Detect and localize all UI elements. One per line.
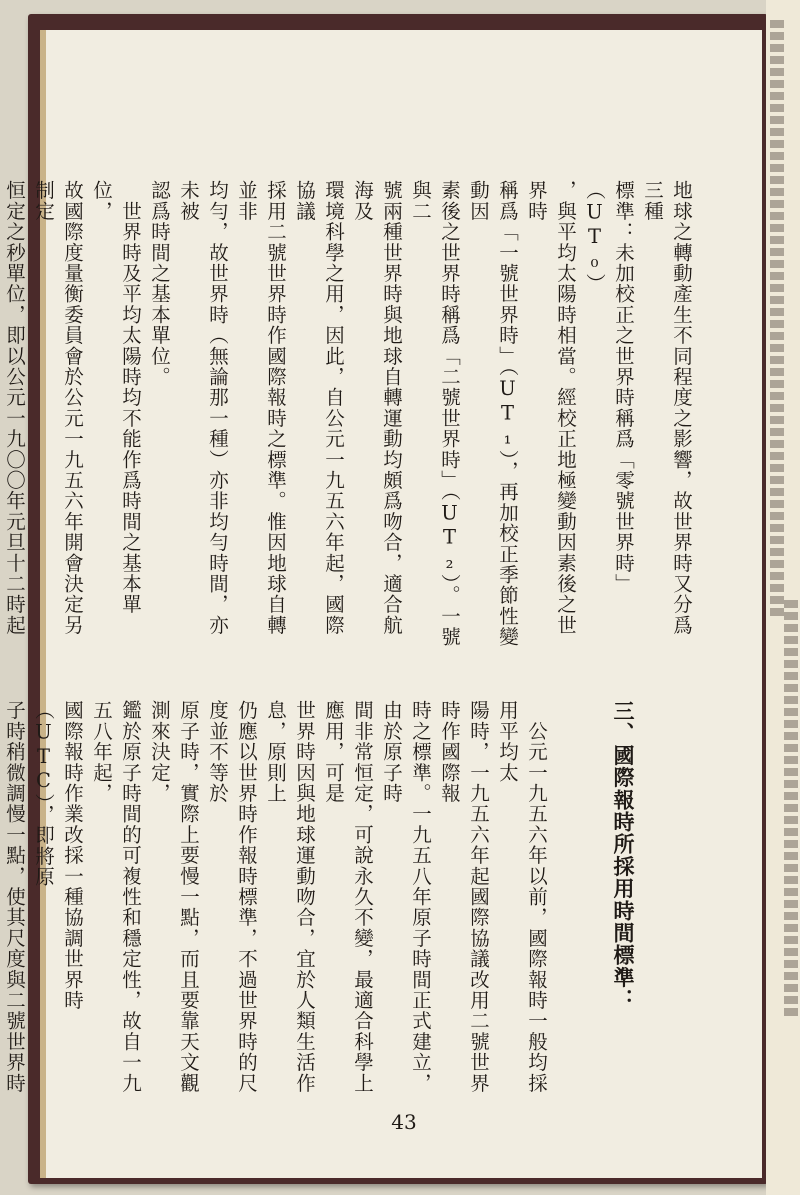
section-3-line: 世界時因與地球運動吻合，宜於人類生活作息，原則上 <box>264 700 316 1094</box>
section-3-line: 仍應以世界時作報時標準，不過世界時的尺度並不等於 <box>206 700 258 1094</box>
text-line: 地球之轉動產生不同程度之影響，故世界時又分爲三種 <box>641 180 693 636</box>
top-text-block <box>0 180 696 650</box>
section-3-line: 間非常恒定，可說永久不變，最適合科學上應用，可是 <box>322 700 374 1094</box>
section-3-line: 國際報時作業改採一種協調世界時（UTC），即將原 <box>32 700 84 1011</box>
adjacent-page-edge <box>766 0 800 1195</box>
text-line: 標準：未加校正之世界時稱爲「零號世界時」（UT₀） <box>583 180 635 594</box>
section-3-line: 陽時，一九五六年起國際協議改用二號世界時作國際報 <box>438 700 490 1094</box>
section-3-heading: 三、國際報時所採用時間標準： <box>611 700 636 1011</box>
section-3-line: 時之標準。一九五八年原子時間正式建立，由於原子時 <box>380 700 432 1094</box>
bottom-text-block <box>0 700 696 1110</box>
text-line: 世界時及平均太陽時均不能作爲時間之基本單位， <box>90 180 142 615</box>
page-number: 43 <box>391 1110 417 1134</box>
text-line: 環境科學之用，因此，自公元一九五六年起，國際協議 <box>293 180 345 636</box>
section-3-line: 公元一九五六年以前，國際報時一般均採用平均太 <box>496 700 548 1094</box>
text-line: 稱爲「一號世界時」（UT₁），再加校正季節性變動因 <box>467 180 519 648</box>
book-page <box>3 30 762 1178</box>
text-line: ，與平均太陽時相當。經校正地極變動因素後之世界時 <box>525 180 577 636</box>
text-line: 故國際度量衡委員會於公元一九五六年開會決定另制定 <box>32 180 84 636</box>
section-3-line: 原子時，實際上要慢一點，而且要靠天文觀測來決定， <box>148 700 200 1094</box>
text-line: 採用二號世界時作國際報時之標準。惟因地球自轉並非 <box>235 180 287 636</box>
text-line: 均勻，故世界時（無論那一種）亦非均勻時間，亦未被 <box>177 180 229 636</box>
section-3-line: 子時稍微調慢一點，使其尺度與二號世界時 <box>3 700 26 1094</box>
text-line: 號兩種世界時與地球自轉運動均頗爲吻合，適合航海及 <box>351 180 403 636</box>
text-line: 素後之世界時稱爲「二號世界時」（UT₂）。一號與二 <box>409 180 461 648</box>
section-3-line: 鑑於原子時間的可複性和穩定性，故自一九五八年起， <box>90 700 142 1094</box>
text-line: 恒定之秒單位，即以公元一九〇〇年元旦十二時起 <box>3 180 26 636</box>
text-line: 認爲時間之基本單位。 <box>148 180 171 387</box>
